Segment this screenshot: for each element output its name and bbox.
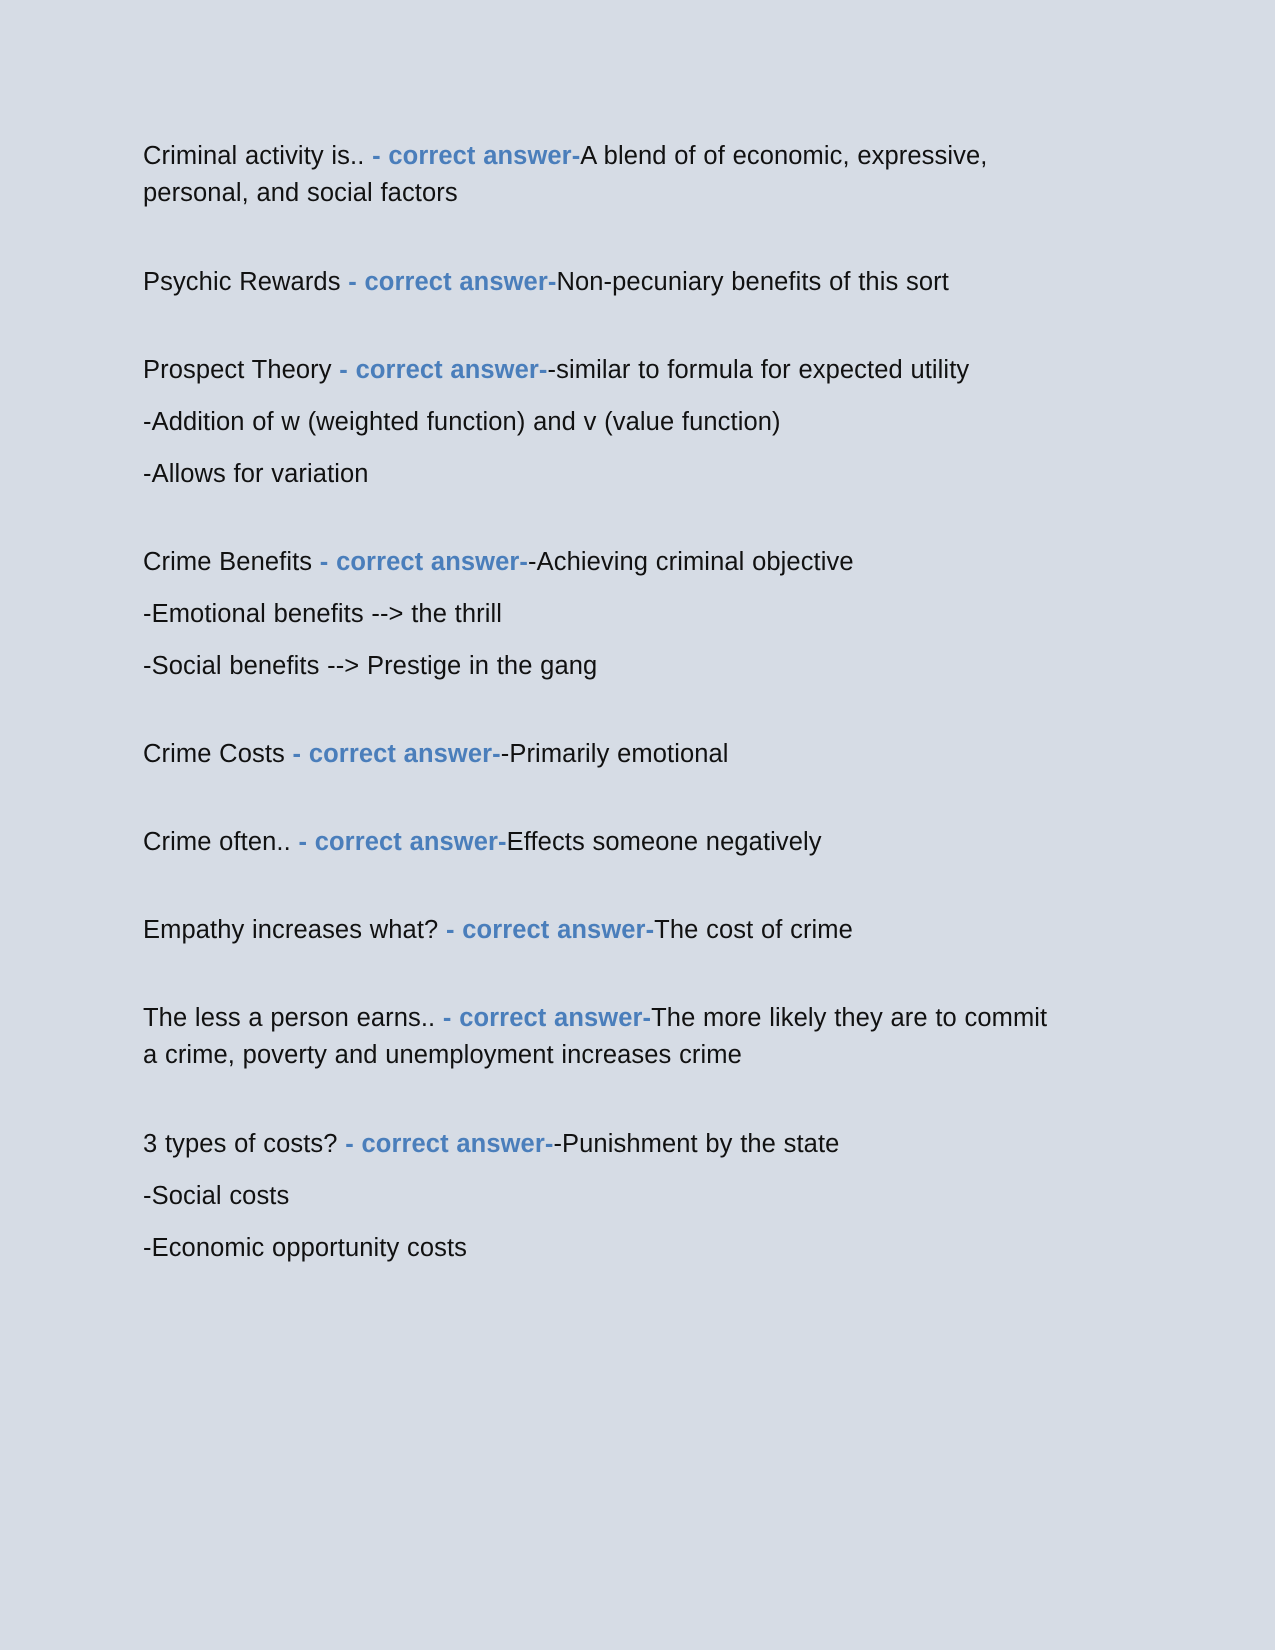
note-block bbox=[143, 1126, 1048, 1266]
correct-answer-marker: - correct answer- bbox=[290, 828, 507, 856]
question-term: Psychic Rewards bbox=[143, 268, 341, 296]
note-sub-line: -Allows for variation bbox=[143, 460, 369, 488]
correct-answer-marker: - correct answer- bbox=[312, 548, 529, 576]
note-block bbox=[143, 912, 1048, 948]
question-term: Crime often.. bbox=[143, 828, 291, 856]
answer-text: A blend of of economic, expressive, personal, and social factors bbox=[143, 142, 988, 207]
correct-answer-marker: - correct answer- bbox=[438, 916, 655, 944]
note-sub-line: -Economic opportunity costs bbox=[143, 1234, 468, 1262]
note-block bbox=[143, 264, 1048, 300]
notes-list bbox=[143, 138, 1048, 1266]
note-sub-line: -Social costs bbox=[143, 1182, 290, 1210]
note-block bbox=[143, 1000, 1048, 1074]
qa-line bbox=[143, 138, 1048, 212]
correct-answer-marker: - correct answer- bbox=[435, 1004, 652, 1032]
qa-line bbox=[143, 352, 1048, 388]
correct-answer-marker: - correct answer- bbox=[364, 142, 581, 170]
answer-text: Effects someone negatively bbox=[506, 828, 822, 856]
correct-answer-marker: - correct answer- bbox=[284, 740, 501, 768]
answer-text: The cost of crime bbox=[654, 916, 853, 944]
note-block bbox=[143, 544, 1048, 684]
correct-answer-marker: - correct answer- bbox=[340, 268, 557, 296]
qa-line bbox=[143, 544, 1048, 580]
note-sub-line: -Emotional benefits --> the thrill bbox=[143, 600, 503, 628]
question-term: 3 types of costs? bbox=[143, 1130, 338, 1158]
qa-line bbox=[143, 1000, 1048, 1074]
note-block bbox=[143, 138, 1048, 212]
answer-text: -Punishment by the state bbox=[553, 1130, 840, 1158]
answer-text: -similar to formula for expected utility bbox=[547, 356, 970, 384]
note-block bbox=[143, 824, 1048, 860]
answer-text: Non-pecuniary benefits of this sort bbox=[556, 268, 949, 296]
note-block bbox=[143, 352, 1048, 492]
question-term: Crime Benefits bbox=[143, 548, 313, 576]
qa-line bbox=[143, 912, 1048, 948]
note-block bbox=[143, 736, 1048, 772]
question-term: Empathy increases what? bbox=[143, 916, 439, 944]
qa-line bbox=[143, 1126, 1048, 1162]
answer-text: -Primarily emotional bbox=[500, 740, 729, 768]
note-sub-line: -Addition of w (weighted function) and v (value function) bbox=[143, 408, 781, 436]
qa-line bbox=[143, 824, 1048, 860]
correct-answer-marker: - correct answer- bbox=[337, 1130, 554, 1158]
question-term: The less a person earns.. bbox=[143, 1004, 436, 1032]
qa-line bbox=[143, 736, 1048, 772]
answer-text: -Achieving criminal objective bbox=[528, 548, 854, 576]
question-term: Prospect Theory bbox=[143, 356, 332, 384]
correct-answer-marker: - correct answer- bbox=[331, 356, 548, 384]
answer-text: The more likely they are to commit a crime, poverty and unemployment increases crime bbox=[143, 1004, 1048, 1069]
note-sub-line: -Social benefits --> Prestige in the gang bbox=[143, 652, 598, 680]
question-term: Criminal activity is.. bbox=[143, 142, 365, 170]
question-term: Crime Costs bbox=[143, 740, 285, 768]
qa-line bbox=[143, 264, 1048, 300]
